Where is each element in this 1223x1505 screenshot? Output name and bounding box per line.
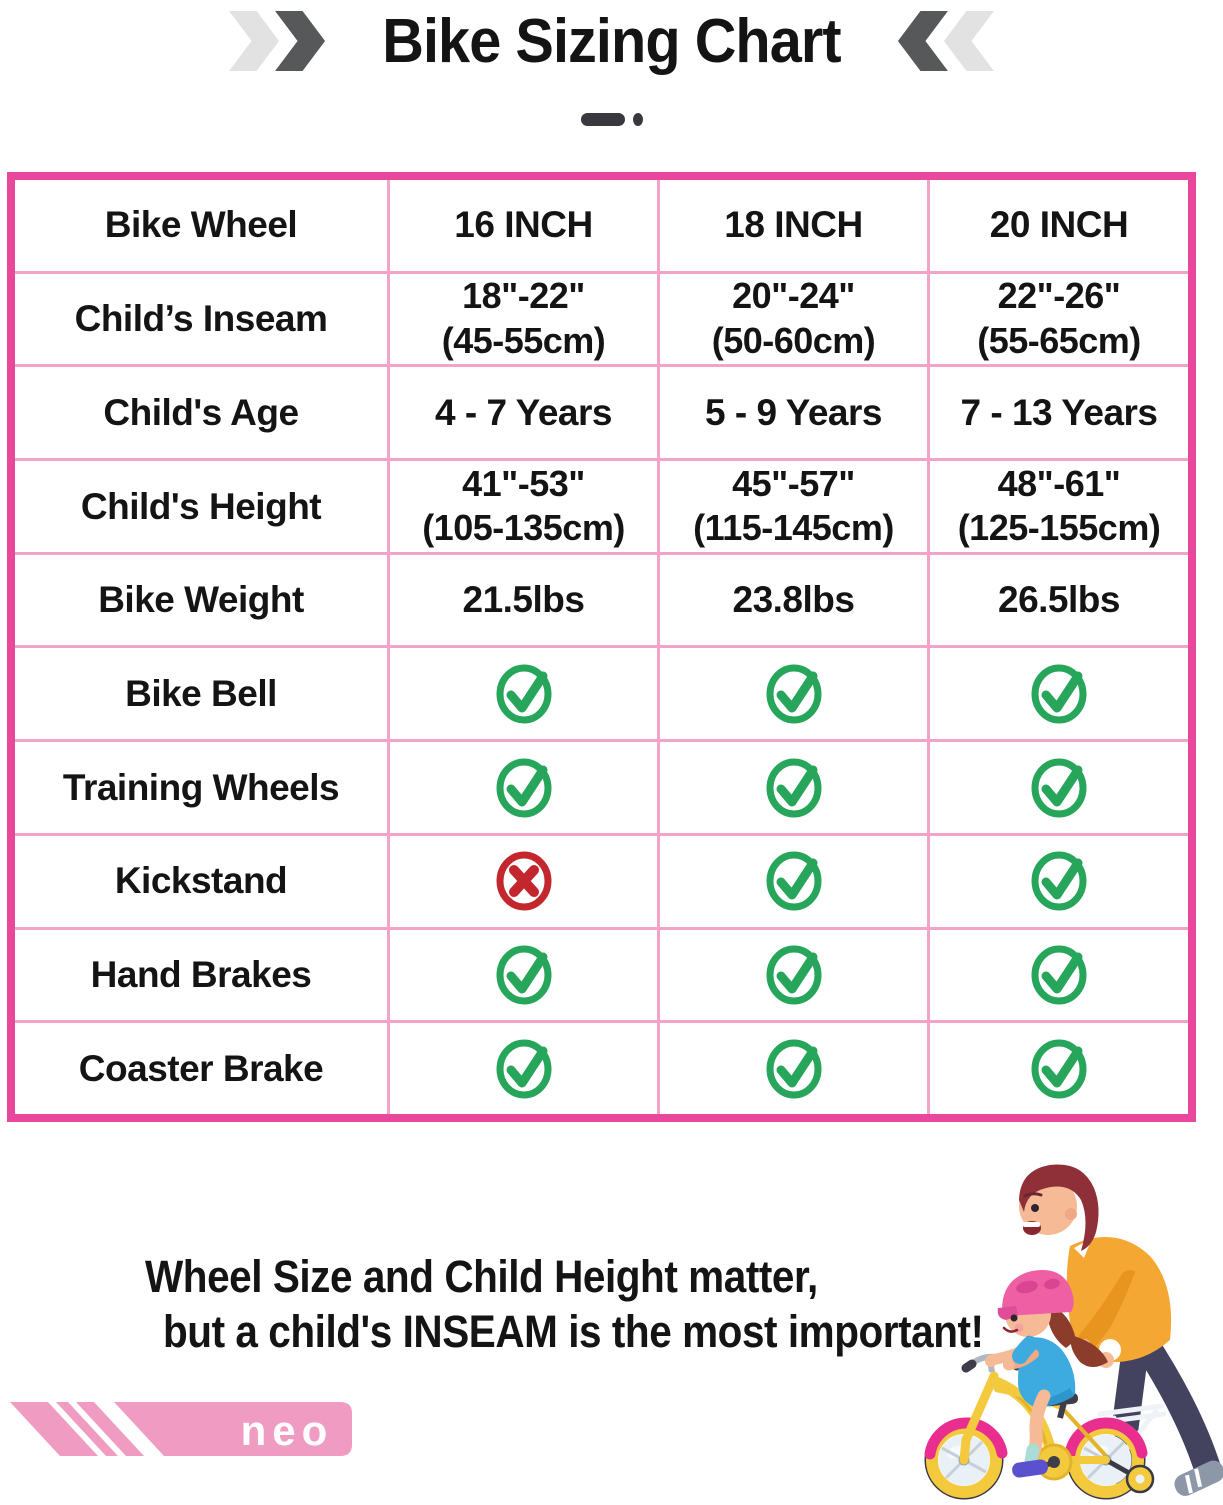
value-cell	[390, 274, 657, 365]
row-label: Child's Age	[15, 367, 387, 458]
value-line: (50-60cm)	[711, 320, 876, 362]
feature-cell-check	[930, 742, 1188, 833]
row-label: Child’s Inseam	[15, 274, 387, 365]
check-icon	[495, 1038, 553, 1100]
row-label: Bike Bell	[15, 648, 387, 739]
row-label: Child's Height	[15, 461, 387, 552]
value-line: 41"-53"	[462, 462, 585, 504]
value-line: 21.5lbs	[462, 579, 585, 621]
feature-cell-check	[660, 1023, 927, 1114]
feature-cell-check	[930, 1023, 1188, 1114]
chevron-left-light-icon	[944, 11, 994, 71]
feature-cell-check	[660, 930, 927, 1021]
divider-dot	[633, 113, 643, 126]
value-cell	[390, 180, 657, 271]
cross-icon	[495, 850, 553, 912]
double-chevron-left-icon	[898, 11, 994, 71]
value-cell	[930, 180, 1188, 271]
value-line: 26.5lbs	[998, 579, 1120, 621]
value-cell	[660, 367, 927, 458]
feature-cell-cross	[390, 836, 657, 927]
sizing-table	[7, 172, 1196, 1122]
row-label: Training Wheels	[15, 742, 387, 833]
check-icon	[1030, 944, 1088, 1006]
value-line: 23.8lbs	[732, 579, 855, 621]
value-cell	[390, 555, 657, 646]
value-cell	[660, 274, 927, 365]
value-line: 18"-22"	[462, 275, 585, 317]
check-icon	[765, 757, 823, 819]
row-label: Bike Weight	[15, 555, 387, 646]
value-cell	[660, 180, 927, 271]
value-cell	[390, 367, 657, 458]
value-line: (125-155cm)	[957, 507, 1161, 549]
brand-logo	[2, 1400, 354, 1463]
check-icon	[495, 944, 553, 1006]
brand-logo-banner	[2, 1400, 354, 1458]
feature-cell-check	[930, 648, 1188, 739]
row-label: Coaster Brake	[15, 1023, 387, 1114]
feature-cell-check	[660, 742, 927, 833]
chevron-left-dark-icon	[898, 11, 948, 71]
chevron-right-dark-icon	[275, 11, 325, 71]
value-line: 4 - 7 Years	[435, 391, 612, 433]
value-cell	[930, 367, 1188, 458]
row-label: Kickstand	[15, 836, 387, 927]
page-title: Bike Sizing Chart	[382, 6, 841, 76]
row-label: Bike Wheel	[15, 180, 387, 271]
value-line: 20"-24"	[732, 275, 855, 317]
value-line: (55-65cm)	[977, 320, 1141, 362]
chevron-right-light-icon	[229, 11, 279, 71]
footer-note-line2: but a child's INSEAM is the most important!	[163, 1306, 984, 1357]
feature-cell-check	[660, 648, 927, 739]
title-divider	[0, 113, 1223, 126]
row-label: Hand Brakes	[15, 930, 387, 1021]
value-line: 48"-61"	[997, 462, 1121, 504]
check-icon	[765, 663, 823, 725]
feature-cell-check	[390, 1023, 657, 1114]
illustration-dad-teaching-child-to-ride	[878, 1148, 1223, 1505]
value-cell	[930, 555, 1188, 646]
logo-text: neo	[240, 1407, 334, 1454]
value-line: (45-55cm)	[441, 320, 606, 362]
check-icon	[495, 663, 553, 725]
check-icon	[495, 757, 553, 819]
value-cell	[390, 461, 657, 552]
value-line: 16 INCH	[454, 204, 593, 246]
value-line: (105-135cm)	[422, 507, 625, 549]
feature-cell-check	[390, 930, 657, 1021]
divider-dash	[581, 113, 625, 126]
feature-cell-check	[390, 742, 657, 833]
footer-note-line1: Wheel Size and Child Height matter,	[145, 1251, 818, 1302]
sizing-table-grid	[15, 180, 1188, 1114]
check-icon	[1030, 663, 1088, 725]
value-line: 7 - 13 Years	[960, 391, 1158, 433]
check-icon	[1030, 850, 1088, 912]
check-icon	[765, 944, 823, 1006]
feature-cell-check	[930, 836, 1188, 927]
feature-cell-check	[660, 836, 927, 927]
value-cell	[660, 461, 927, 552]
value-cell	[930, 461, 1188, 552]
check-icon	[1030, 1038, 1088, 1100]
value-line: 45"-57"	[732, 462, 855, 504]
check-icon	[765, 850, 823, 912]
double-chevron-right-icon	[229, 11, 325, 71]
value-line: 18 INCH	[724, 204, 863, 246]
feature-cell-check	[930, 930, 1188, 1021]
check-icon	[765, 1038, 823, 1100]
header	[0, 0, 1223, 82]
feature-cell-check	[390, 648, 657, 739]
value-line: 20 INCH	[989, 204, 1129, 246]
value-line: 5 - 9 Years	[705, 391, 882, 433]
value-cell	[930, 274, 1188, 365]
value-cell	[660, 555, 927, 646]
value-line: (115-145cm)	[693, 507, 894, 549]
check-icon	[1030, 757, 1088, 819]
value-line: 22"-26"	[997, 275, 1121, 317]
